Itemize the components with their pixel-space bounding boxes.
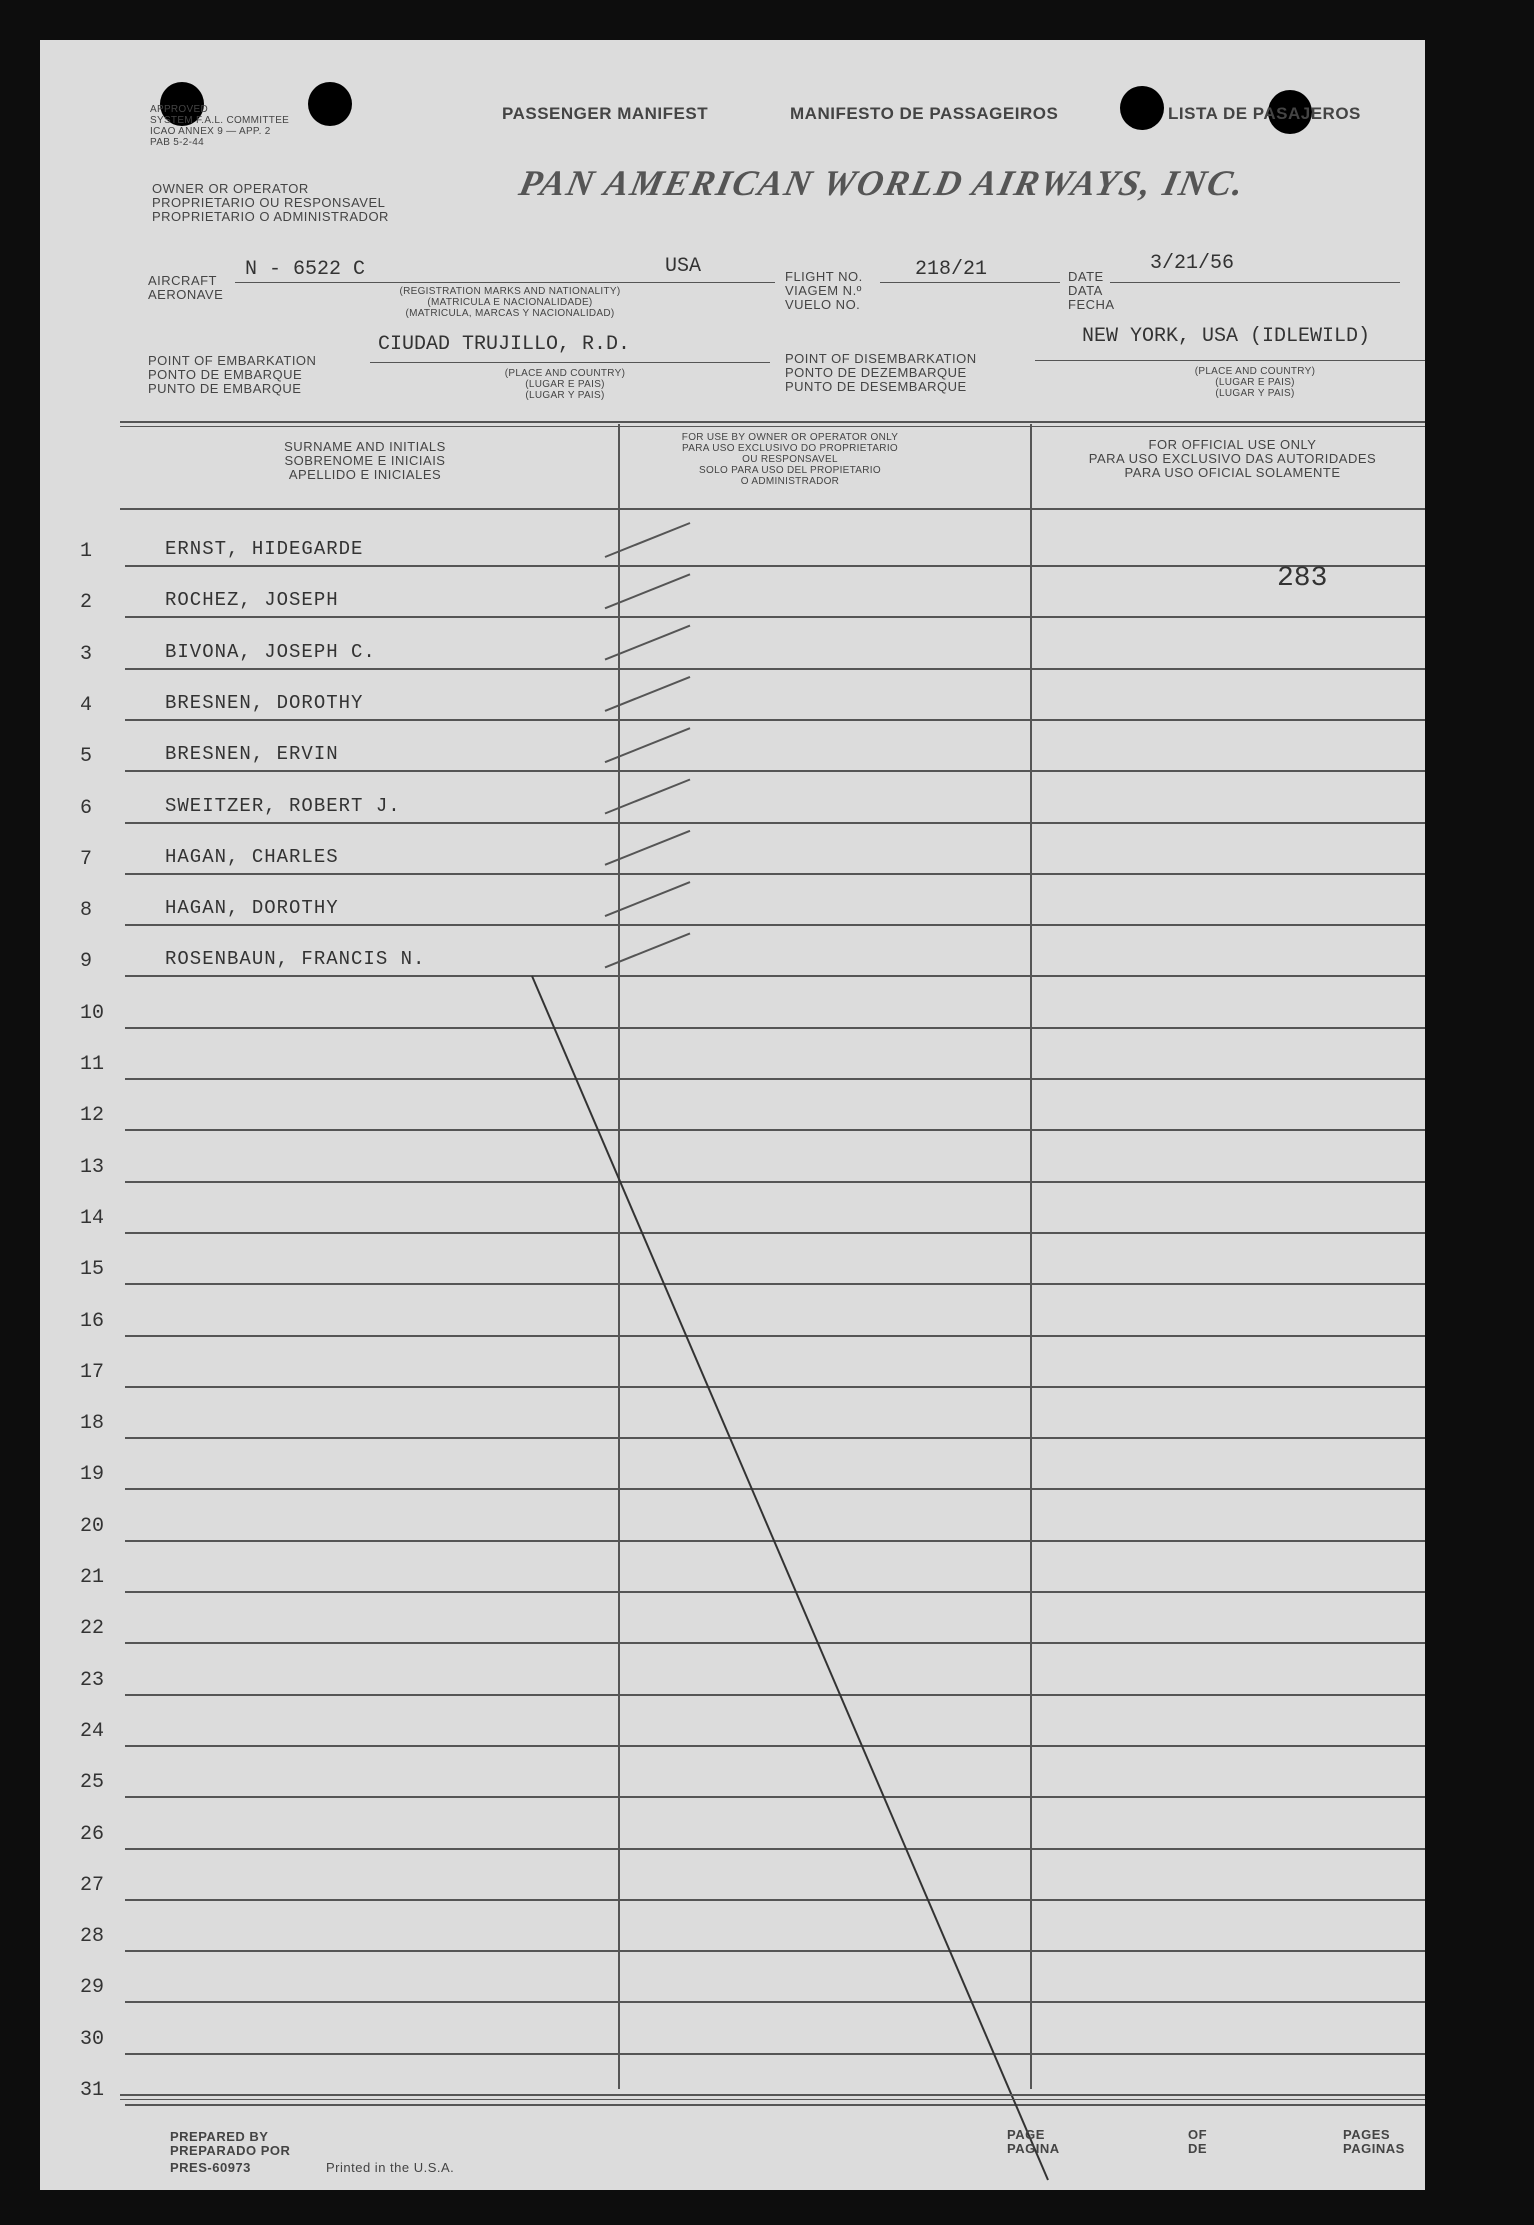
- title-es: LISTA DE PASAJEROS: [1168, 104, 1361, 123]
- row-number: 1: [80, 540, 93, 563]
- passenger-name: BRESNEN, DOROTHY: [165, 691, 364, 714]
- approval-line: PAB 5-2-44: [150, 137, 204, 148]
- caption-line: (REGISTRATION MARKS AND NATIONALITY): [399, 286, 621, 297]
- row-number: 18: [80, 1412, 105, 1436]
- row-number: 15: [80, 1258, 105, 1282]
- row-number: 23: [80, 1668, 105, 1692]
- embark-label-line: POINT OF EMBARKATION: [148, 353, 317, 368]
- of-label: [1188, 2128, 1207, 2156]
- disembark-label-line: PONTO DE DEZEMBARQUE: [785, 365, 967, 380]
- header-line: SURNAME AND INITIALS: [284, 439, 446, 454]
- date-value: 3/21/56: [1150, 252, 1235, 275]
- header-line: OU RESPONSAVEL: [742, 454, 838, 465]
- flight-value: 218/21: [915, 258, 988, 281]
- pages-label-line: PAGINAS: [1343, 2141, 1405, 2156]
- row-number: 31: [80, 2079, 105, 2102]
- owner-label-line: OWNER OR OPERATOR: [152, 181, 309, 196]
- flight-label-line: VUELO NO.: [785, 297, 861, 312]
- aircraft-label-line: AERONAVE: [148, 287, 224, 302]
- caption-line: (LUGAR Y PAIS): [525, 390, 605, 401]
- of-label-line: OF: [1188, 2127, 1208, 2142]
- check-mark: [605, 933, 690, 967]
- row-number: 6: [80, 796, 93, 820]
- row-number: 20: [80, 1514, 105, 1538]
- header-line: O ADMINISTRADOR: [740, 476, 840, 487]
- row-number: 5: [80, 745, 93, 769]
- title-en: PASSENGER MANIFEST: [502, 104, 709, 123]
- caption-line: (LUGAR E PAIS): [525, 379, 605, 390]
- row-number: 19: [80, 1463, 105, 1487]
- row-number: 14: [80, 1206, 105, 1230]
- row-number: 10: [80, 1001, 105, 1025]
- disembark-label-line: POINT OF DISEMBARKATION: [785, 351, 977, 366]
- row-number: 9: [80, 950, 93, 974]
- row-number: 24: [80, 1719, 105, 1743]
- check-mark: [605, 780, 690, 814]
- pages-label: [1343, 2128, 1405, 2156]
- row-number: 16: [80, 1309, 105, 1333]
- page-label: [1007, 2128, 1060, 2156]
- row-number: 11: [80, 1053, 105, 1076]
- footer-rule: [120, 2094, 1425, 2096]
- row-number: 12: [80, 1104, 105, 1128]
- prepared-label: [170, 2130, 290, 2158]
- row-number: 8: [80, 899, 93, 923]
- row-number: 2: [80, 591, 93, 615]
- page-label-line: PAGINA: [1007, 2141, 1060, 2156]
- pages-label-line: PAGES: [1343, 2127, 1391, 2142]
- passenger-name: BIVONA, JOSEPH C.: [165, 640, 376, 663]
- approval-line: ICAO ANNEX 9 — APP. 2: [150, 126, 271, 137]
- official-note: 283: [1277, 563, 1328, 594]
- date-label-line: DATE: [1068, 269, 1104, 284]
- passenger-name: SWEITZER, ROBERT J.: [165, 794, 401, 817]
- header-line: PARA USO EXCLUSIVO DO PROPRIETARIO: [682, 443, 898, 454]
- row-number: 28: [80, 1925, 105, 1949]
- owner-label-line: PROPRIETARIO O ADMINISTRADOR: [152, 209, 389, 224]
- prepared-line: PREPARED BY: [170, 2129, 269, 2144]
- header-line: APELLIDO E INICIALES: [288, 467, 442, 482]
- row-number: 25: [80, 1771, 105, 1795]
- caption-line: (LUGAR Y PAIS): [1215, 388, 1295, 399]
- row-number: 29: [80, 1976, 105, 2000]
- check-mark: [605, 574, 690, 608]
- date-label-line: FECHA: [1068, 297, 1115, 312]
- row-number: 27: [80, 1873, 105, 1897]
- owner-label-line: PROPRIETARIO OU RESPONSAVEL: [152, 195, 386, 210]
- check-mark: [605, 523, 690, 557]
- row-number: 7: [80, 847, 93, 871]
- printed-note: Printed in the U.S.A.: [326, 2160, 455, 2175]
- embark-label-line: PONTO DE EMBARQUE: [148, 367, 303, 382]
- caption-line: (PLACE AND COUNTRY): [504, 368, 626, 379]
- row-number: 26: [80, 1822, 105, 1846]
- prepared-line: PREPARADO POR: [170, 2143, 291, 2158]
- caption-line: (MATRICULA E NACIONALIDADE): [427, 297, 593, 308]
- disembark-label-line: PUNTO DE DESEMBARQUE: [785, 379, 967, 394]
- of-label-line: DE: [1188, 2141, 1208, 2156]
- passenger-name: HAGAN, CHARLES: [165, 845, 339, 868]
- check-mark: [605, 677, 690, 711]
- footer-rule: [120, 2099, 1425, 2100]
- header-line: SOLO PARA USO DEL PROPIETARIO: [699, 465, 881, 476]
- cancel-stroke: [532, 976, 1048, 2180]
- row-number: 30: [80, 2027, 105, 2051]
- page-label-line: PAGE: [1007, 2127, 1045, 2142]
- row-number: 4: [80, 693, 93, 717]
- check-mark: [605, 728, 690, 762]
- flight-label-line: FLIGHT NO.: [785, 269, 863, 284]
- embark-label-line: PUNTO DE EMBARQUE: [148, 381, 302, 396]
- passenger-name: ERNST, HIDEGARDE: [165, 538, 364, 560]
- passenger-name: HAGAN, DOROTHY: [165, 897, 339, 920]
- caption-line: (PLACE AND COUNTRY): [1194, 366, 1316, 377]
- date-label-line: DATA: [1068, 283, 1103, 298]
- embark-value: CIUDAD TRUJILLO, R.D.: [378, 333, 631, 356]
- check-mark: [605, 882, 690, 916]
- passenger-name: ROSENBAUN, FRANCIS N.: [165, 948, 426, 971]
- header-line: SOBRENOME E INICIAIS: [284, 453, 446, 468]
- nationality-value: USA: [665, 255, 702, 278]
- passenger-name: BRESNEN, ERVIN: [165, 743, 339, 766]
- header-line: PARA USO EXCLUSIVO DAS AUTORIDADES: [1088, 451, 1377, 466]
- header-line: FOR OFFICIAL USE ONLY: [1148, 437, 1317, 452]
- aircraft-label-line: AIRCRAFT: [148, 273, 217, 288]
- form-number: PRES-60973: [170, 2160, 251, 2175]
- flight-label-line: VIAGEM N.º: [785, 283, 862, 298]
- row-number: 22: [80, 1617, 105, 1641]
- caption-line: (MATRICULA, MARCAS Y NACIONALIDAD): [405, 308, 615, 319]
- approval-line: APPROVED: [150, 104, 208, 115]
- disembark-value: NEW YORK, USA (IDLEWILD): [1082, 325, 1371, 348]
- passenger-name: ROCHEZ, JOSEPH: [165, 589, 339, 612]
- row-number: 13: [80, 1155, 105, 1179]
- approval-line: SYSTEM F.A.L. COMMITTEE: [150, 115, 290, 126]
- row-number: 17: [80, 1360, 105, 1384]
- check-mark: [605, 831, 690, 865]
- airline-name: PAN AMERICAN WORLD AIRWAYS, INC.: [515, 163, 1250, 203]
- title-pt: MANIFESTO DE PASSAGEIROS: [790, 104, 1059, 123]
- check-mark: [605, 626, 690, 660]
- aircraft-value: N - 6522 C: [245, 258, 366, 281]
- header-line: FOR USE BY OWNER OR OPERATOR ONLY: [681, 432, 899, 443]
- header-line: PARA USO OFICIAL SOLAMENTE: [1124, 465, 1341, 480]
- caption-line: (LUGAR E PAIS): [1215, 377, 1295, 388]
- row-number: 3: [80, 642, 93, 666]
- row-number: 21: [80, 1566, 105, 1589]
